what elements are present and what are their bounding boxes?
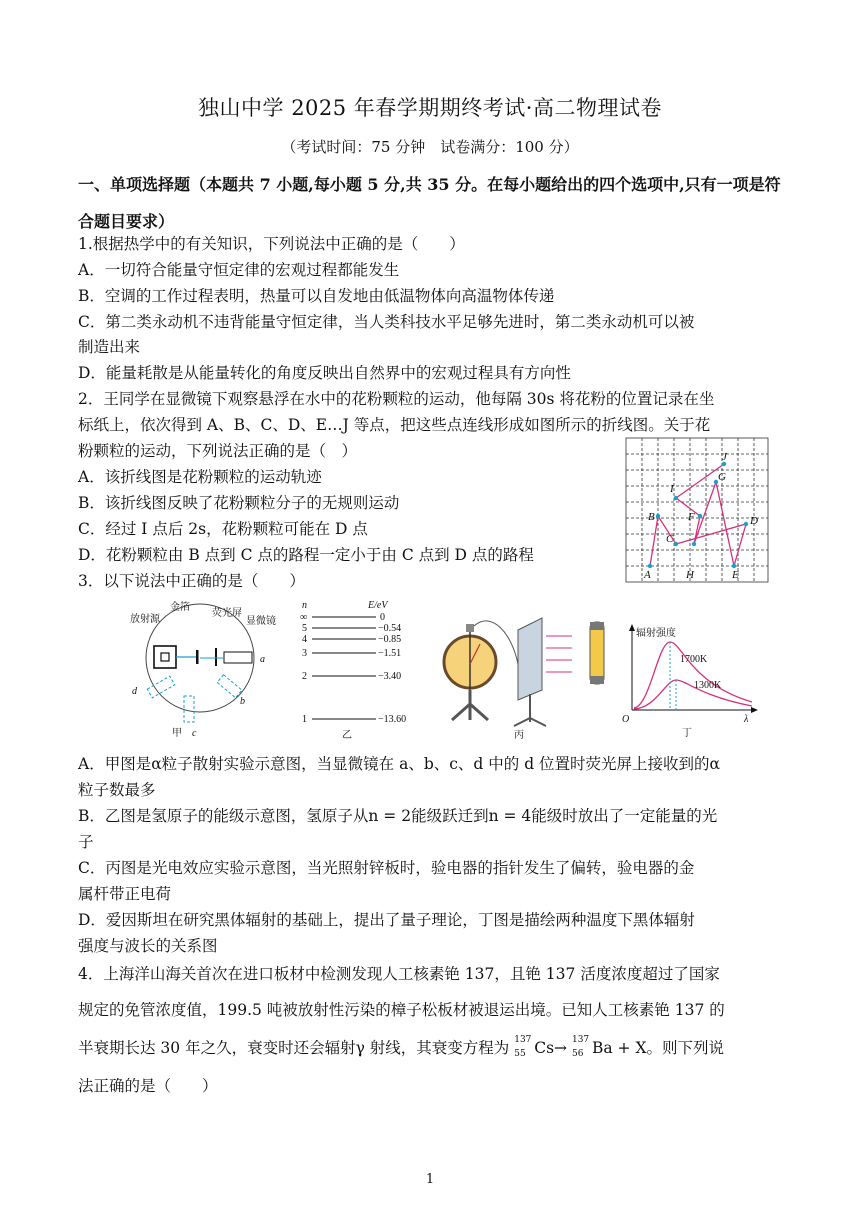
curve-1700k [634,642,752,708]
caption-bing: 丙 [514,730,524,740]
q2-stem-line1: 2．王同学在显微镜下观察悬浮在水中的花粉颗粒的运动，他每隔 30s 将花粉的位置记录在坐 [78,390,715,408]
point-f [698,514,702,518]
label-b-pos: b [240,696,245,707]
curve-1300k [634,680,752,709]
alpha-scattering-figure [128,600,288,740]
q2-option-c: C．经过 I 点后 2s，花粉颗粒可能在 D 点 [78,520,368,538]
label-e: E [732,569,739,581]
label-f: F [688,511,695,523]
point-e [732,564,736,568]
q4-line3 [78,1036,724,1058]
page-number: 1 [425,1172,435,1187]
q1-option-c: C．第二类永动机不违背能量守恒定律，当人类科技水平足够先进时，第二类永动机可以被 [78,313,695,331]
label-origin: O [622,714,630,725]
axis-n: n [302,600,307,611]
q2-option-a: A．该折线图是花粉颗粒的运动轨迹 [78,468,322,486]
ba-mass-number: 137 [571,1035,590,1045]
label-foil: 金箔 [170,602,190,613]
caption-ding: 丁 [682,728,692,739]
axis-intensity: 辐射强度 [636,628,676,639]
level-e-5: −0.54 [378,623,402,634]
ba-atomic-number: 56 [571,1049,584,1059]
q3-option-b-cont: 子 [78,833,94,851]
level-e-2: −3.40 [378,671,402,682]
q2-option-b: B．该折线图反映了花粉颗粒分子的无规则运动 [78,494,400,512]
label-c: C [666,533,674,545]
label-b: B [648,511,655,523]
level-e-4: −0.85 [378,634,402,645]
point-a [648,564,652,568]
label-d: D [750,515,758,527]
q1-option-a: A．一切符合能量守恒定律的宏观过程都能发生 [78,261,400,279]
label-h: H [686,569,694,581]
photoelectric-figure [432,604,612,740]
level-n-3: 3 [302,648,307,659]
level-n-inf: ∞ [300,612,308,623]
label-g: G [718,471,726,483]
point-i [674,496,678,500]
axis-lambda: λ [744,714,749,725]
q4-line1: 4．上海洋山海关首次在进口板材中检测发现人工核素铯 137，且铯 137 活度浓度超过了国家 [78,965,720,983]
blackbody-figure [620,622,760,740]
level-e-3: −1.51 [378,648,402,659]
q4-line2: 规定的免管浓度值，199.5 吨被放射性污染的樟子松板材被退运出境。已知人工核素铯 137 的 [78,1001,725,1019]
q3-stem: 3．以下说法中正确的是（ ） [78,572,305,590]
label-screen: 荧光屏 [212,608,242,619]
label-j: J [722,451,727,463]
q2-option-d: D．花粉颗粒由 B 点到 C 点的路程一定小于由 C 点到 D 点的路程 [78,546,534,564]
label-1300k: 1300K [694,680,722,691]
energy-level-figure [296,598,416,740]
caption-jia: 甲 [172,728,182,739]
point-b [656,514,660,518]
q1-option-c-cont: 制造出来 [78,338,141,356]
caption-yi: 乙 [342,730,352,740]
ba-nucleon-numbers [571,1035,592,1059]
q2-stem-line2: 标纸上，依次得到 A、B、C、D、E…J 等点，把这些点连线形成如图所示的折线图。关于花 [78,416,711,434]
equation-arrow: → [554,1039,568,1057]
q3-option-d: D．爱因斯坦在研究黑体辐射的基础上，提出了量子理论，丁图是描绘两种温度下黑体辐射 [78,911,695,929]
q3-option-d-cont: 强度与波长的关系图 [78,937,218,955]
q3-option-c-cont: 属杆带正电荷 [78,885,172,903]
label-source: 放射源 [130,614,160,625]
q1-option-d: D．能量耗散是从能量转化的角度反映出自然界中的宏观过程具有方向性 [78,364,571,382]
label-a: A [644,569,651,581]
path-line [650,464,746,566]
axis-e: E/eV [368,600,388,611]
section-heading: 一、单项选择题（本题共 7 小题,每小题 5 分,共 35 分。在每小题给出的四个选项中,只有一项是符合题目要求） [78,175,781,231]
q1-stem: 1.根据热学中的有关知识，下列说法中正确的是（ ） [78,235,465,253]
point-h [692,542,696,546]
q3-option-b: B．乙图是氢原子的能级示意图，氢原子从n = 2能级跃迁到n = 4能级时放出了一定能量的光 [78,807,718,825]
exam-info: （考试时间：75 分钟 试卷满分：100 分） [281,138,579,156]
q2-stem-line3: 粉颗粒的运动，下列说法正确的是（ ） [78,442,358,460]
label-d-pos: d [132,686,137,697]
brownian-path-figure [624,436,770,584]
level-e-1: −13.60 [378,714,407,725]
level-n-4: 4 [302,634,307,645]
cs-atomic-number: 55 [514,1049,526,1059]
level-n-2: 2 [302,671,307,682]
level-n-5: 5 [302,623,307,634]
q1-option-b: B．空调的工作过程表明，热量可以自发地由低温物体向高温物体传递 [78,287,555,305]
label-1700k: 1700K [680,654,708,665]
cs-symbol: Cs [534,1039,555,1057]
label-microscope: 显微镜 [246,616,276,627]
cs-mass-number: 137 [514,1035,532,1045]
q4-line4: 法正确的是（ ） [78,1077,218,1095]
label-c-pos: c [192,728,197,739]
q3-option-a: A．甲图是α粒子散射实验示意图，当显微镜在 a、b、c、d 中的 d 位置时荧光屏上接收到的α [78,755,721,773]
level-e-inf: 0 [380,612,385,623]
point-d [744,522,748,526]
point-c [674,542,678,546]
cs-nucleon-numbers [514,1035,534,1059]
q3-option-a-cont: 粒子数最多 [78,781,156,799]
label-i: I [670,483,674,495]
label-a-pos: a [260,654,265,665]
level-n-1: 1 [302,714,307,725]
q3-option-c: C．丙图是光电效应实验示意图，当光照射锌板时，验电器的指针发生了偏转，验电器的金 [78,859,695,877]
ba-symbol: Ba + X [591,1039,647,1057]
q4-line3-text: 半衰期长达 30 年之久，衰变时还会辐射γ 射线，其衰变方程为 [78,1039,510,1057]
page-title: 独山中学 2025 年春学期期终考试·高二物理试卷 [198,96,662,120]
q4-line3-end: 。则下列说 [646,1039,725,1057]
